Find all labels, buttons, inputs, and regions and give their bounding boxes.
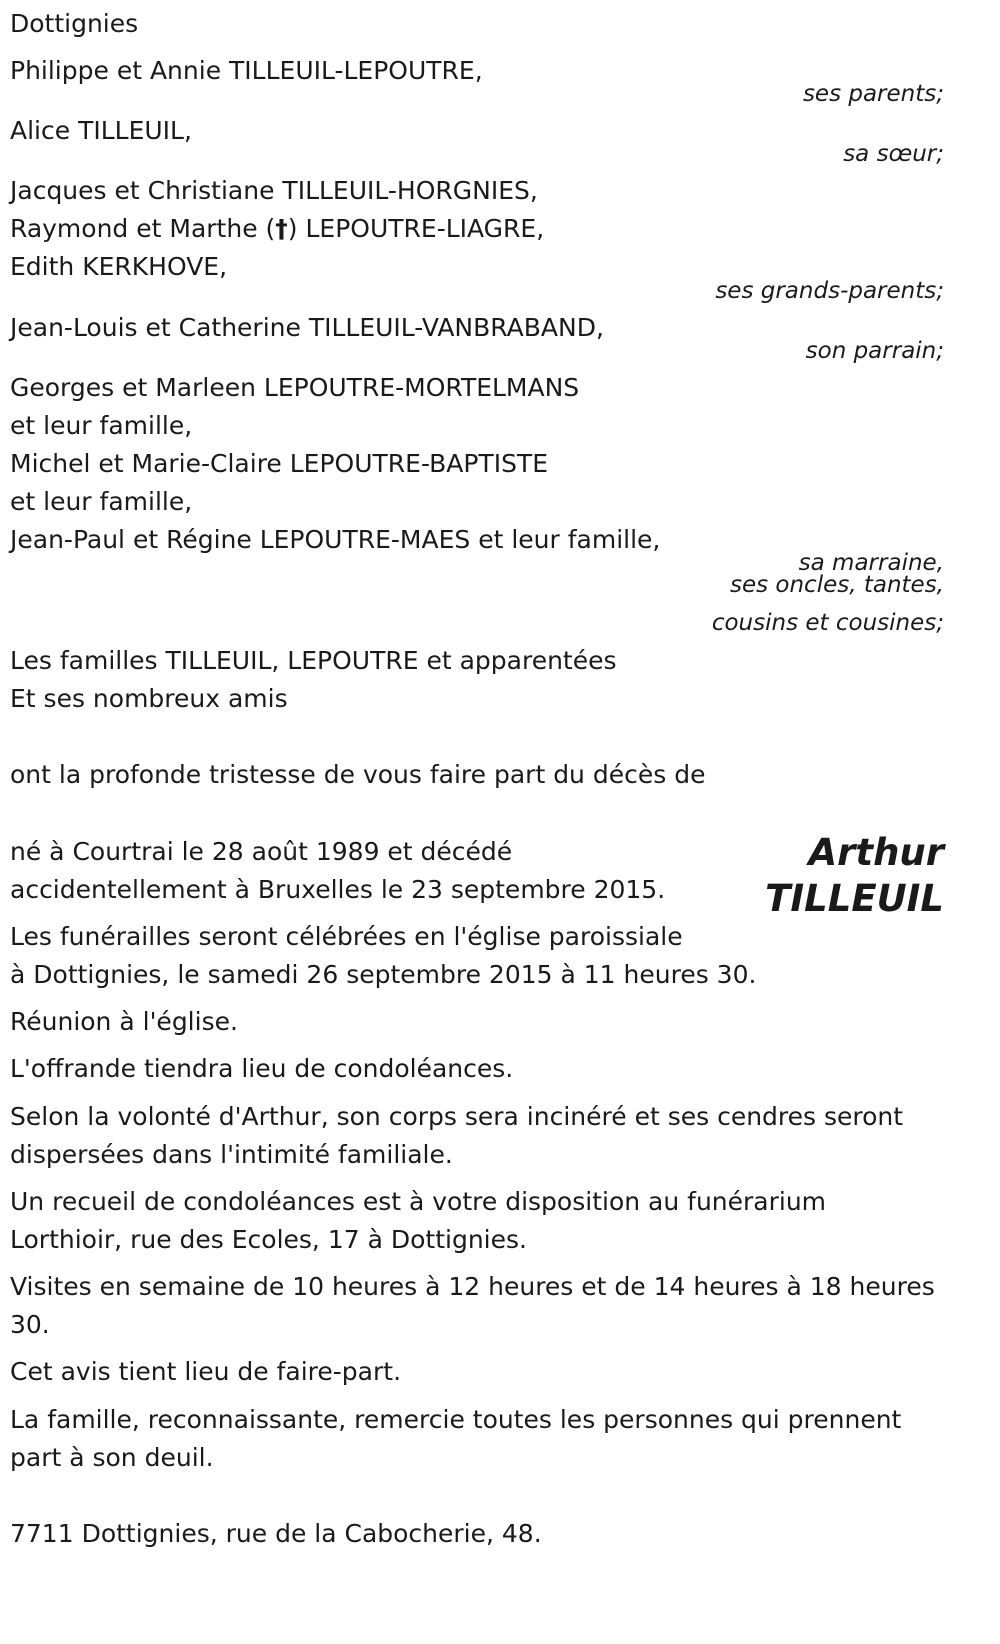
uncles-line-3: Michel et Marie-Claire LEPOUTRE-BAPTISTE bbox=[10, 449, 549, 478]
godfather-role: son parrain; bbox=[805, 338, 944, 364]
notice-line: Cet avis tient lieu de faire-part. bbox=[10, 1357, 402, 1386]
parents-role: ses parents; bbox=[802, 81, 944, 107]
uncles-line-2: et leur famille, bbox=[10, 411, 193, 440]
grandparents-line-2: Raymond et Marthe (†) LEPOUTRE-LIAGRE, bbox=[10, 214, 545, 243]
deceased-last-name: TILLEUIL bbox=[765, 877, 944, 920]
sister-role: sa sœur; bbox=[843, 141, 944, 167]
visits-line-1: Visites en semaine de 10 heures à 12 heures et de 14 heures à 18 heures bbox=[10, 1272, 935, 1301]
cremation-line-2: dispersées dans l'intimité familiale. bbox=[10, 1140, 453, 1169]
thanks-line-2: part à son deuil. bbox=[10, 1443, 214, 1472]
funeral-line-2: à Dottignies, le samedi 26 septembre 2015 à 11 heures 30. bbox=[10, 960, 757, 989]
funeral-line-1: Les funérailles seront célébrées en l'église paroissiale bbox=[10, 922, 683, 951]
grandparents-line-3: Edith KERKHOVE, bbox=[10, 252, 228, 281]
register-line-2: Lorthioir, rue des Ecoles, 17 à Dottignies. bbox=[10, 1225, 527, 1254]
parents-line: Philippe et Annie TILLEUIL-LEPOUTRE, bbox=[10, 56, 483, 85]
godfather-line: Jean-Louis et Catherine TILLEUIL-VANBRABAND, bbox=[10, 313, 604, 342]
birth-line-2: accidentellement à Bruxelles le 23 septembre 2015. bbox=[10, 875, 666, 904]
birth-line-1: né à Courtrai le 28 août 1989 et décédé bbox=[10, 837, 513, 866]
meeting-line: Réunion à l'église. bbox=[10, 1007, 238, 1036]
uncles-line-4: et leur famille, bbox=[10, 487, 193, 516]
register-line-1: Un recueil de condoléances est à votre disposition au funérarium bbox=[10, 1187, 827, 1216]
cremation-line-1: Selon la volonté d'Arthur, son corps sera incinéré et ses cendres seront bbox=[10, 1102, 904, 1131]
city-heading: Dottignies bbox=[10, 9, 139, 38]
offering-line: L'offrande tiendra lieu de condoléances. bbox=[10, 1054, 514, 1083]
sister-line: Alice TILLEUIL, bbox=[10, 116, 192, 145]
uncles-line-5: Jean-Paul et Régine LEPOUTRE-MAES et leur famille, bbox=[10, 525, 661, 554]
uncles-role-3: cousins et cousines; bbox=[711, 610, 944, 636]
visits-line-2: 30. bbox=[10, 1310, 50, 1339]
uncles-role-2: ses oncles, tantes, bbox=[729, 572, 944, 598]
grandparents-line-1: Jacques et Christiane TILLEUIL-HORGNIES, bbox=[10, 176, 538, 205]
announcement-line: ont la profonde tristesse de vous faire part du décès de bbox=[10, 760, 706, 789]
uncles-role-1: sa marraine, bbox=[798, 550, 944, 576]
address-line: 7711 Dottignies, rue de la Cabocherie, 48. bbox=[10, 1519, 542, 1548]
families-line: Les familles TILLEUIL, LEPOUTRE et apparentées bbox=[10, 646, 617, 675]
cross-icon: † bbox=[275, 214, 288, 243]
deceased-first-name: Arthur bbox=[808, 831, 944, 874]
uncles-line-1: Georges et Marleen LEPOUTRE-MORTELMANS bbox=[10, 373, 580, 402]
grandparents-role: ses grands-parents; bbox=[715, 278, 944, 304]
thanks-line-1: La famille, reconnaissante, remercie toutes les personnes qui prennent bbox=[10, 1405, 902, 1434]
friends-line: Et ses nombreux amis bbox=[10, 684, 288, 713]
